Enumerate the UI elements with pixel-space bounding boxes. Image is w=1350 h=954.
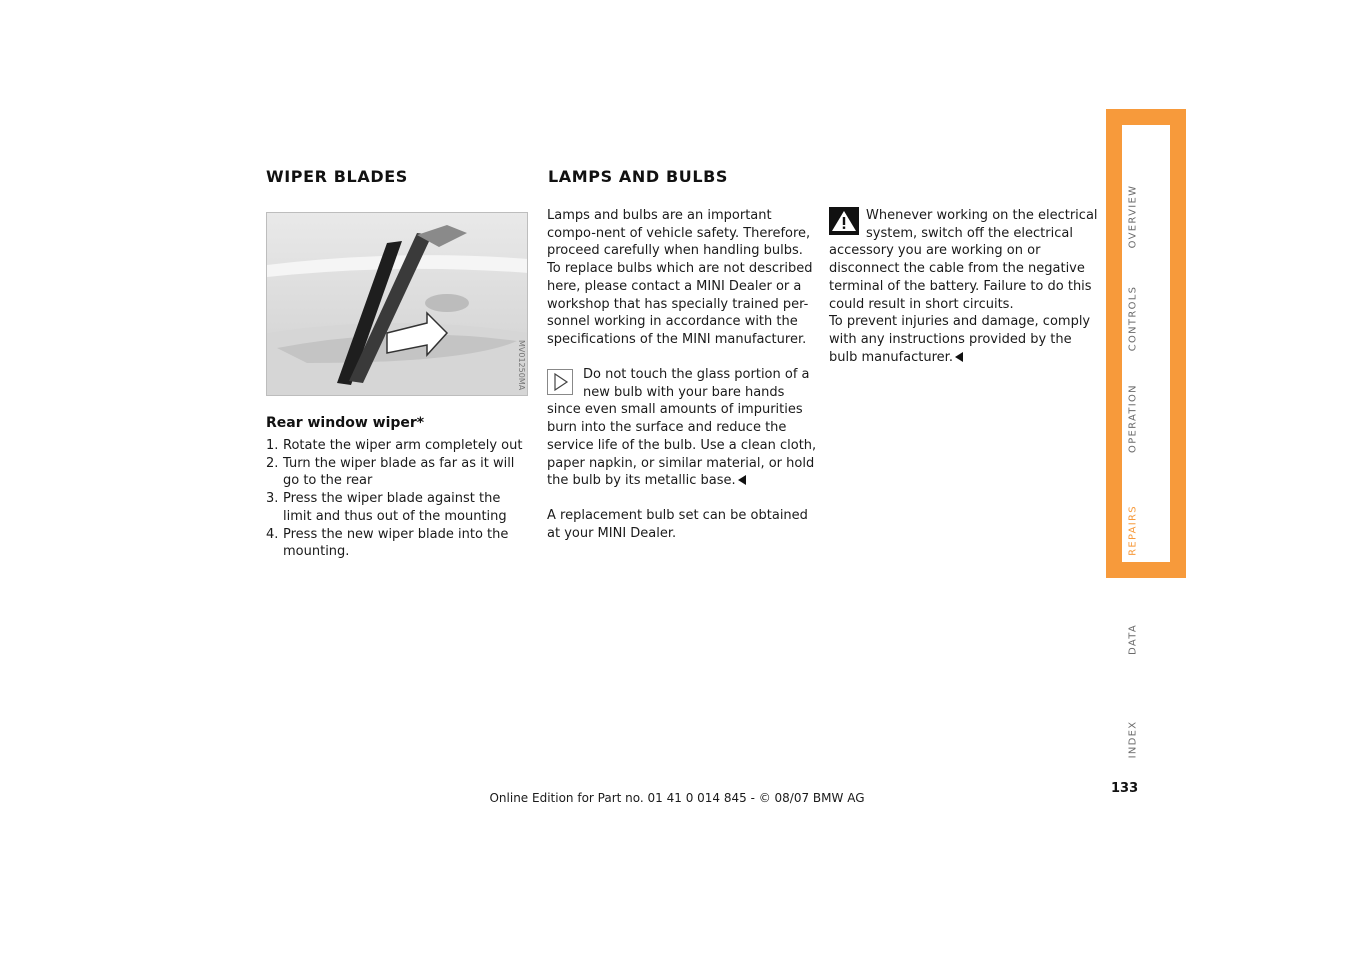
wiper-blades-heading: WIPER BLADES xyxy=(266,167,408,186)
step-text: Press the wiper blade against the limit and thus out of the mounting xyxy=(283,491,507,524)
end-mark-icon xyxy=(738,475,746,485)
list-item xyxy=(266,437,528,455)
page-number: 133 xyxy=(1111,781,1139,796)
step-number: 1. xyxy=(266,438,279,453)
end-mark-icon xyxy=(955,352,963,362)
footer-edition-text: Online Edition for Part no. 01 41 0 014 845 - © 08/07 BMW AG xyxy=(489,791,865,805)
wiper-steps-list xyxy=(266,437,528,561)
lamps-and-bulbs-heading: LAMPS AND BULBS xyxy=(548,167,729,186)
tab-repairs[interactable]: REPAIRS xyxy=(1127,505,1139,556)
warning-icon xyxy=(829,207,859,235)
electrical-warning xyxy=(829,207,1099,366)
bulb-handling-note xyxy=(547,366,817,490)
lamps-intro xyxy=(547,207,817,349)
warning-text-2-content: To prevent injuries and damage, comply with any instructions provided by the bulb manufacturer. xyxy=(829,314,1091,365)
step-text: Turn the wiper blade as far as it will go to the rear xyxy=(283,455,515,489)
note-text: Do not touch the glass portion of a new bulb with your bare hands since even small amounts of impurities burn into the surface and reduce the service life of the bulb. Use a clean cloth, paper napkin, or similar material, or hold the bulb by its metallic base. xyxy=(547,367,817,489)
wiper-illustration xyxy=(267,213,528,396)
tab-controls[interactable]: CONTROLS xyxy=(1127,285,1139,352)
list-item xyxy=(266,490,528,525)
lamps-intro-paragraph-2: To replace bulbs which are not described here, please contact a MINI Dealer or a workshop that has specially trained per-sonnel working in accordance with the specifications of the MINI manufacturer. xyxy=(547,261,813,347)
step-number: 2. xyxy=(266,455,279,471)
tab-overview[interactable]: OVERVIEW xyxy=(1127,184,1139,249)
warning-text-2 xyxy=(829,313,1099,366)
warning-text-1: Whenever working on the electrical system, switch off the electrical accessory you are working on or disconnect the cable from the negative terminal of the battery. Failure to do this could result in short circuits. xyxy=(829,208,1098,312)
lamps-intro-paragraph-1: Lamps and bulbs are an important compo-nent of vehicle safety. Therefore, proceed carefully when handling bulbs. xyxy=(547,208,811,259)
tab-index[interactable]: INDEX xyxy=(1127,720,1139,759)
step-number: 3. xyxy=(266,491,279,507)
step-text: Rotate the wiper arm completely out xyxy=(283,438,523,453)
tab-data[interactable]: DATA xyxy=(1127,624,1139,655)
step-number: 4. xyxy=(266,526,279,542)
wiper-figure xyxy=(266,212,528,396)
note-triangle-icon xyxy=(547,369,573,395)
rear-window-wiper-subheading: Rear window wiper* xyxy=(266,415,425,431)
list-item xyxy=(266,455,528,490)
tab-operation[interactable]: OPERATION xyxy=(1127,384,1139,453)
step-text: Press the new wiper blade into the mounting. xyxy=(283,526,509,560)
list-item xyxy=(266,526,528,561)
replacement-paragraph: A replacement bulb set can be obtained at your MINI Dealer. xyxy=(547,508,808,541)
replacement-bulb-text xyxy=(547,507,817,542)
figure-code: MV01250MA xyxy=(517,340,526,391)
